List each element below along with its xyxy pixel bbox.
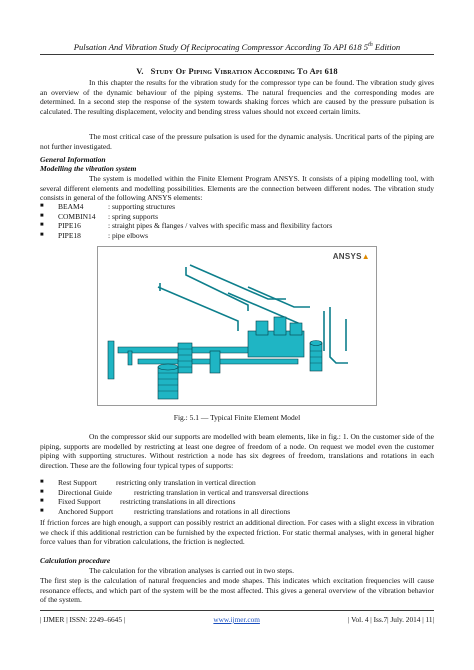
list-item xyxy=(40,202,434,212)
calculation-paragraph-1: The calculation for the vibration analyses is carried out in two steps. xyxy=(89,566,294,575)
fe-model-drawing xyxy=(98,247,378,407)
element-name: PIPE16 xyxy=(58,221,81,231)
element-desc: : spring supports xyxy=(108,211,159,221)
section-heading: Study Of Piping Vibration According To Api 618 xyxy=(150,67,338,76)
support-type-list xyxy=(40,478,434,516)
modelling-paragraph: The system is modelled within the Finite Element Program ANSYS. It consists of a piping modelling tool, with several different elements and modelling possibilities. Elements are the connection between different nodes. The vibration study consists in general of the following ANSYS elements: xyxy=(40,174,434,203)
bullet-icon: ■ xyxy=(40,222,44,229)
intro-paragraph-1: In this chapter the results for the vibration study for the compressor type can be found. The vibration study gives an overview of the dynamic behaviour of the piping systems. The natural frequencies and the corresponding modes are determined. In a second step the response of the system towards shaking forces which are caused by the pressure pulsation is calculated. The resulting displacement, velocity and bending stress values should not exceed certain limits. xyxy=(40,78,434,116)
support-name: Rest Support xyxy=(58,478,97,487)
calculation-paragraph-2: The first step is the calculation of natural frequencies and mode shapes. This indicates which excitation frequencies will cause resonance effects, and which part of the system will be the most affected. This gives a general overview of the vibration behavior of the system. xyxy=(40,576,434,605)
bullet-icon: ■ xyxy=(40,212,44,219)
list-item xyxy=(40,507,434,517)
friction-paragraph: If friction forces are high enough, a support can possibly restrict an additional direction. For cases with a slight excess in vibration we check if this additional restriction can be furnished by the expected friction. For static thermal analyses, with in general higher force values than for vibration calculations, the friction is neglected. xyxy=(40,518,434,547)
element-desc: : straight pipes & flanges / valves with specific mass and flexibility factors xyxy=(108,221,333,231)
bullet-icon: ■ xyxy=(40,507,44,514)
edition-tail: Edition xyxy=(372,42,401,52)
header-rule xyxy=(40,54,434,55)
element-name: PIPE18 xyxy=(58,230,81,240)
general-info-heading: General Information xyxy=(40,155,106,164)
calculation-heading: Calculation procedure xyxy=(40,556,111,565)
support-name: Anchored Support xyxy=(58,506,114,516)
bullet-icon: ■ xyxy=(40,488,44,495)
support-name: Fixed Support xyxy=(58,497,101,507)
support-desc: restricting translation in vertical and transversal directions xyxy=(134,487,309,497)
list-item xyxy=(40,212,434,222)
support-desc: restricting translations and rotations in all directions xyxy=(134,506,291,516)
ansys-element-list xyxy=(40,202,434,240)
ansys-logo-mark: ▲ xyxy=(361,252,370,261)
bullet-icon: ■ xyxy=(40,203,44,209)
footer-url-link[interactable]: www.ijmer.com xyxy=(213,615,260,624)
figure-caption: Fig.: 5.1 — Typical Finite Element Model xyxy=(173,413,301,422)
running-title: Pulsation And Vibration Study Of Reciprocating Compressor According To API 618 5 xyxy=(73,42,369,52)
support-name: Directional Guide xyxy=(58,487,112,497)
intro-paragraph-2: The most critical case of the pressure pulsation is used for the dynamic analysis. Uncritical parts of the piping are not further investigated. xyxy=(40,132,434,151)
support-desc: restricting translations in all directions xyxy=(120,497,236,507)
section-number: V. xyxy=(136,67,144,76)
list-item xyxy=(40,221,434,231)
section-title xyxy=(40,67,434,76)
running-header xyxy=(40,42,434,52)
ansys-logo-text: ANSYS xyxy=(332,252,362,261)
element-name: COMBIN14 xyxy=(58,211,96,221)
element-desc: : pipe elbows xyxy=(108,230,148,240)
edition-superscript: th xyxy=(368,42,373,49)
bullet-icon: ■ xyxy=(40,231,44,238)
bullet-icon: ■ xyxy=(40,479,44,485)
list-item xyxy=(40,478,434,488)
fe-model-figure xyxy=(97,246,377,406)
element-name: BEAM4 xyxy=(58,202,84,211)
footer-rule xyxy=(40,610,434,611)
support-desc: restricting only translation in vertical direction xyxy=(116,478,256,487)
modelling-heading: Modelling the vibration system xyxy=(40,164,137,173)
list-item xyxy=(40,488,434,498)
list-item xyxy=(40,497,434,507)
footer-issue: | Vol. 4 | Iss.7| July. 2014 | 11| xyxy=(348,615,434,624)
element-desc: : supporting structures xyxy=(108,202,176,211)
page-footer xyxy=(40,615,434,624)
bullet-icon: ■ xyxy=(40,498,44,505)
footer-journal: | IJMER | ISSN: 2249–6645 | xyxy=(40,615,126,624)
list-item xyxy=(40,231,434,241)
supports-paragraph: On the compressor skid our supports are modelled with beam elements, like in fig.: 1. On the customer side of the piping, supports are modelled by restricting at least one degree of freedom of a node. On request we model even the customer piping with supporting structures. Without restriction a node has six degrees of freedom, translations and rotations in each direction. These are the following four typical types of supports: xyxy=(40,432,434,470)
